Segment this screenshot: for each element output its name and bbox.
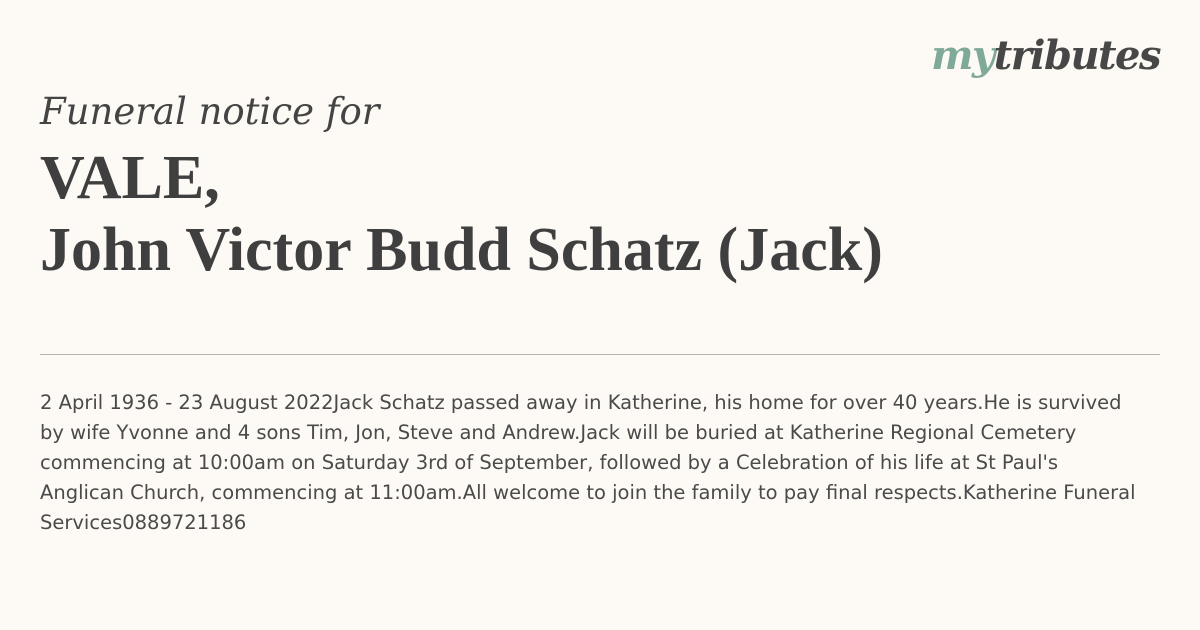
full-name-line: John Victor Budd Schatz (Jack): [40, 216, 883, 284]
section-divider: [40, 354, 1160, 355]
notice-body-line: commencing at 10:00am on Saturday 3rd of September, followed by a Celebration of his life at St Paul's: [40, 451, 1059, 474]
notice-body-line: Anglican Church, commencing at 11:00am.All welcome to join the family to pay final respects.Katherine Funeral: [40, 481, 1136, 504]
logo-part-tributes: tributes: [993, 32, 1160, 79]
notice-body-line: 2 April 1936 - 23 August 2022Jack Schatz passed away in Katherine, his home for over 40 years.He is survived: [40, 391, 1122, 414]
deceased-name-heading: [40, 142, 883, 286]
mytributes-logo[interactable]: [931, 32, 1160, 79]
notice-kicker: Funeral notice for: [40, 90, 380, 133]
notice-body-line: by wife Yvonne and 4 sons Tim, Jon, Steve and Andrew.Jack will be buried at Katherine Regional Cemetery: [40, 421, 1077, 444]
surname-line: VALE,: [40, 144, 220, 212]
notice-body: [40, 388, 1160, 538]
notice-body-line: Services0889721186: [40, 511, 247, 534]
logo-part-my: my: [931, 32, 994, 79]
